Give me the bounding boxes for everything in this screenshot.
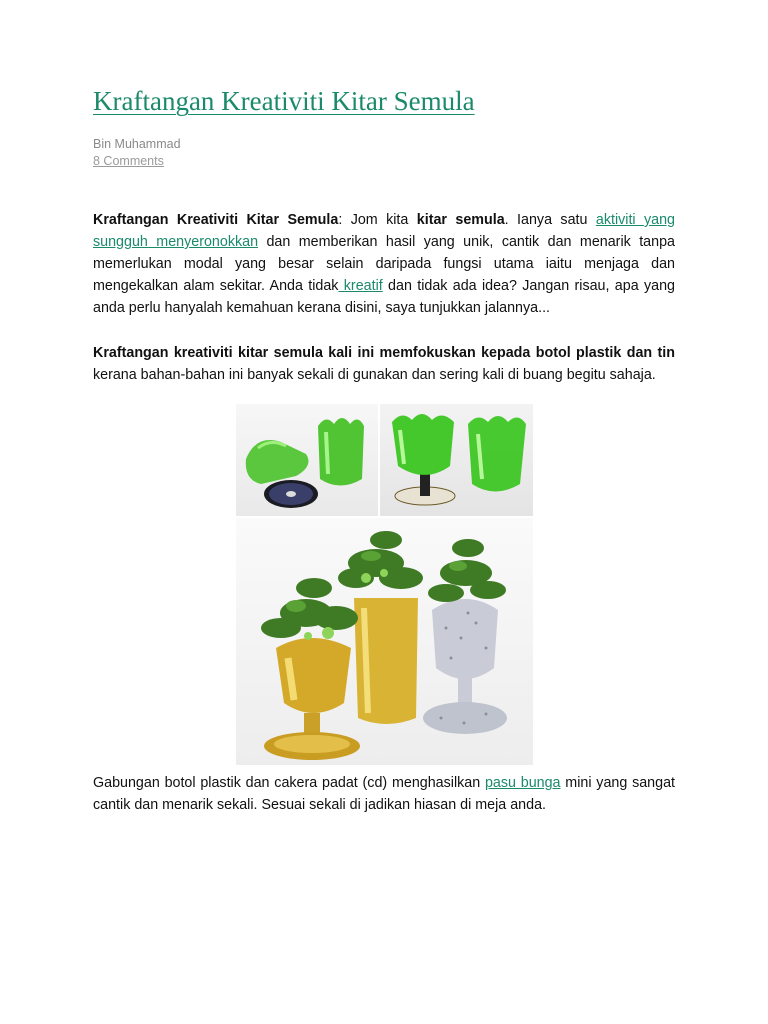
- bold-lead: Kraftangan Kreativiti Kitar Semula: [93, 212, 339, 228]
- bold-focus: Kraftangan kreativiti kitar semula kali ini memfokuskan kepada botol plastik dan tin: [93, 345, 675, 361]
- activity-link[interactable]: aktiviti yang sungguh menyeronokkan: [93, 212, 676, 250]
- bold-kitar-semula: kitar semula: [416, 212, 505, 228]
- photo-bottle-pieces: [236, 404, 378, 516]
- text: mini yang sangat cantik dan menarik sekali. Sesuai sekali di jadikan hiasan di meja anda.: [93, 775, 676, 813]
- intro-paragraph: [93, 209, 675, 319]
- text: Gabungan botol plastik dan cakera padat (cd) menghasilkan: [93, 775, 485, 791]
- article-title[interactable]: Kraftangan Kreativiti Kitar Semula: [93, 86, 475, 116]
- text: . Ianya satu: [504, 212, 596, 228]
- caption-paragraph: [93, 772, 675, 816]
- author-name: Bin Muhammad: [93, 137, 181, 151]
- photo-planted-pots: [236, 518, 533, 765]
- focus-paragraph: [93, 342, 675, 386]
- text: kerana bahan-bahan ini banyak sekali di gunakan dan sering kali di buang begitu sahaja.: [93, 367, 656, 383]
- pasu-bunga-link[interactable]: pasu bunga: [484, 775, 561, 791]
- text: : Jom kita: [338, 212, 417, 228]
- kreatif-link[interactable]: kreatif: [338, 278, 383, 294]
- text: dan memberikan hasil yang unik, cantik dan menarik tanpa memerlukan modal yang besar selain daripada fungsi utama iaitu menjaga dan mengekalkan alam sekitar. Anda tidak: [93, 234, 675, 294]
- comments-link[interactable]: 8 Comments: [93, 154, 164, 168]
- text: dan tidak ada idea? Jangan risau, apa yang anda perlu hanyalah kemahuan kerana disini, saya tunjukkan jalannya...: [93, 278, 675, 316]
- photo-green-cups: [380, 404, 533, 516]
- craft-photo-collage: [236, 404, 533, 765]
